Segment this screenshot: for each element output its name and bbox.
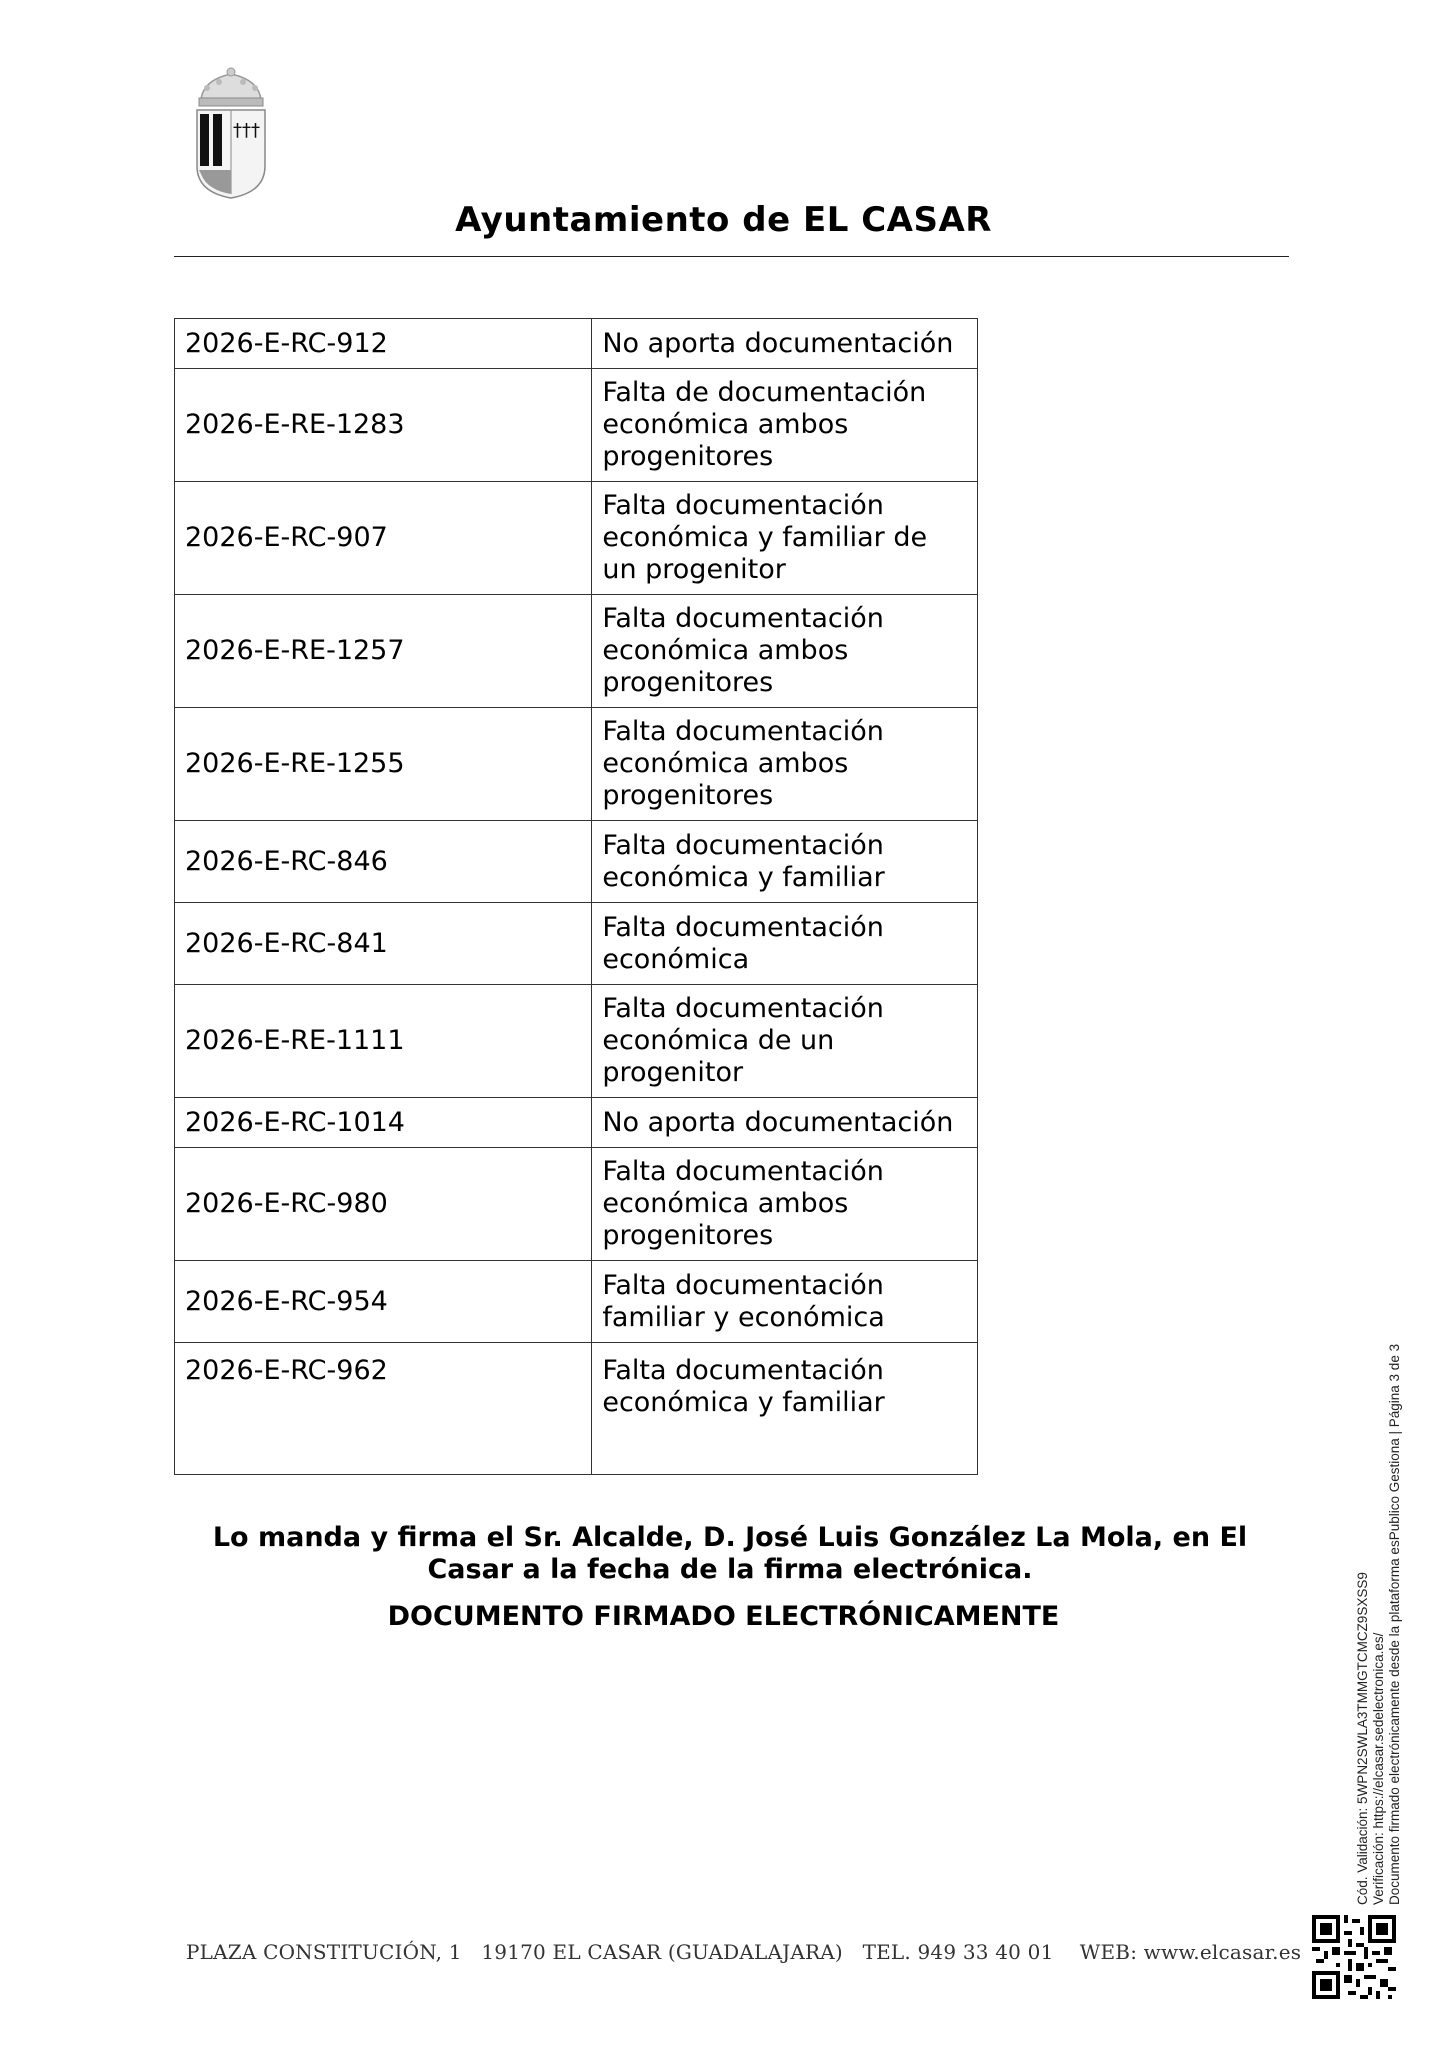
record-reason: Falta documentación económica ambos progenitores bbox=[592, 708, 978, 821]
closing-statement: Lo manda y firma el Sr. Alcalde, D. José Luis González La Mola, en El Casar a la fecha de la firma electrónica. bbox=[212, 1522, 1248, 1585]
record-reason: Falta documentación económica y familiar bbox=[592, 1343, 978, 1475]
table-row bbox=[175, 821, 978, 903]
table-row bbox=[175, 985, 978, 1098]
table-row bbox=[175, 319, 978, 369]
record-reason: No aporta documentación bbox=[592, 319, 978, 369]
record-reason: Falta de documentación económica ambos progenitores bbox=[592, 369, 978, 482]
record-reason: Falta documentación económica ambos progenitores bbox=[592, 595, 978, 708]
municipal-coat-of-arms-icon bbox=[193, 66, 269, 200]
record-code: 2026-E-RC-912 bbox=[175, 319, 592, 369]
record-reason: Falta documentación económica de un progenitor bbox=[592, 985, 978, 1098]
svg-text:†††: ††† bbox=[233, 120, 260, 141]
record-code: 2026-E-RE-1111 bbox=[175, 985, 592, 1098]
record-reason: Falta documentación económica y familiar bbox=[592, 821, 978, 903]
record-code: 2026-E-RC-980 bbox=[175, 1148, 592, 1261]
table-row bbox=[175, 1261, 978, 1343]
table-row bbox=[175, 1098, 978, 1148]
footer-address: PLAZA CONSTITUCIÓN, 1 19170 EL CASAR (GUADALAJARA) TEL. 949 33 40 01 WEB: www.elcasar.es bbox=[186, 1940, 1302, 1964]
table-row bbox=[175, 903, 978, 985]
table-row bbox=[175, 708, 978, 821]
record-reason: Falta documentación económica ambos progenitores bbox=[592, 1148, 978, 1261]
page-title: Ayuntamiento de EL CASAR bbox=[455, 200, 992, 240]
verification-link[interactable]: Verificación: https://elcasar.sedelectronica.es/ bbox=[1371, 1632, 1386, 1905]
record-code: 2026-E-RC-962 bbox=[175, 1343, 592, 1475]
table-row bbox=[175, 595, 978, 708]
record-code: 2026-E-RC-841 bbox=[175, 903, 592, 985]
table-row bbox=[175, 482, 978, 595]
record-code: 2026-E-RE-1255 bbox=[175, 708, 592, 821]
qr-code-icon bbox=[1312, 1915, 1396, 1999]
record-reason: Falta documentación económica y familiar de un progenitor bbox=[592, 482, 978, 595]
signature-note: Documento firmado electrónicamente desde la plataforma esPublico Gestiona | Página 3 de 3 bbox=[1387, 1343, 1402, 1905]
record-reason: Falta documentación económica bbox=[592, 903, 978, 985]
record-code: 2026-E-RE-1283 bbox=[175, 369, 592, 482]
signed-notice: DOCUMENTO FIRMADO ELECTRÓNICAMENTE bbox=[387, 1601, 1060, 1632]
record-code: 2026-E-RE-1257 bbox=[175, 595, 592, 708]
record-reason: No aporta documentación bbox=[592, 1098, 978, 1148]
table-row bbox=[175, 1148, 978, 1261]
record-code: 2026-E-RC-846 bbox=[175, 821, 592, 903]
record-code: 2026-E-RC-907 bbox=[175, 482, 592, 595]
header-divider bbox=[174, 256, 1289, 257]
record-code: 2026-E-RC-1014 bbox=[175, 1098, 592, 1148]
table-row bbox=[175, 369, 978, 482]
record-code: 2026-E-RC-954 bbox=[175, 1261, 592, 1343]
record-reason: Falta documentación familiar y económica bbox=[592, 1261, 978, 1343]
records-table bbox=[174, 318, 978, 1475]
table-row bbox=[175, 1343, 978, 1475]
validation-code: Cód. Validación: 5WPN2SWLA3TMMGTCMCZ9SXSS9 bbox=[1355, 1572, 1370, 1905]
